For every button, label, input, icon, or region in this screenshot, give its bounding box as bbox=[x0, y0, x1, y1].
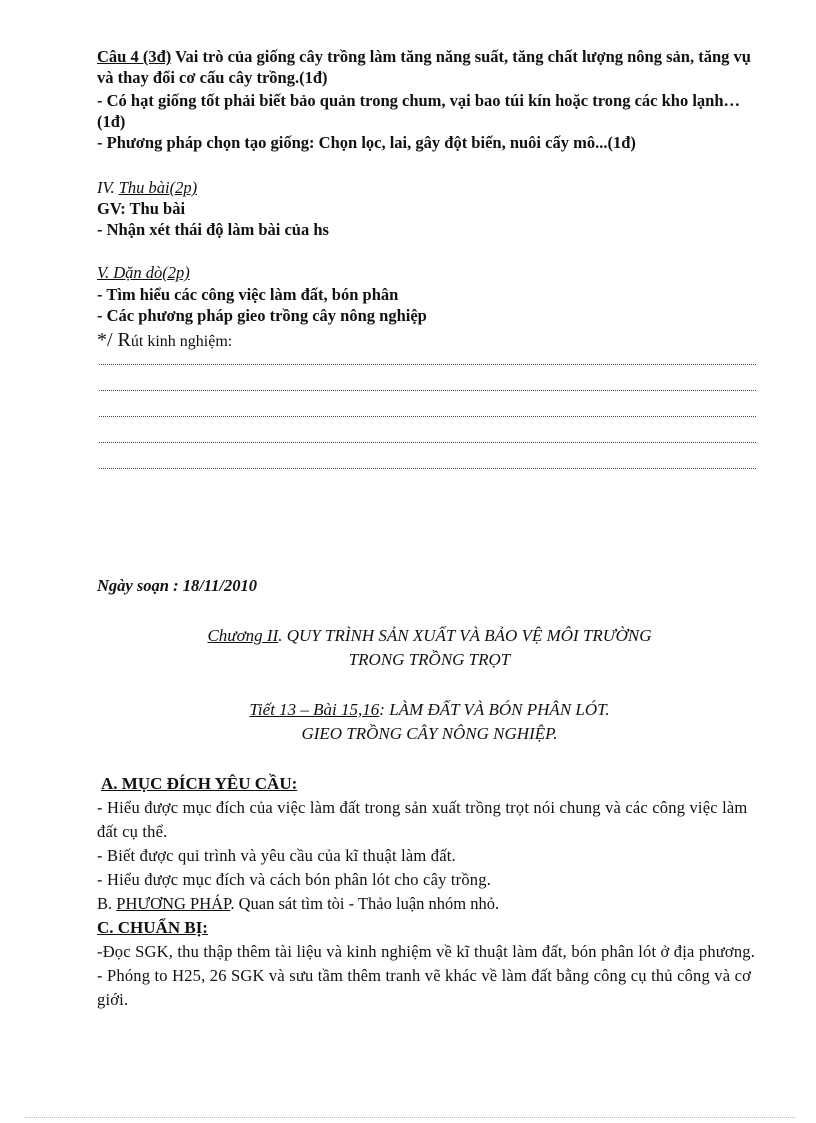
dotted-line bbox=[99, 364, 756, 365]
chapter-title-line2: TRONG TRỒNG TRỌT bbox=[348, 650, 511, 669]
lesson-label: Tiết 13 – Bài 15,16 bbox=[249, 700, 380, 719]
lesson-title-line1: : LÀM ĐẤT VÀ BÓN PHÂN LÓT. bbox=[379, 700, 610, 719]
rut-prefix: */ R bbox=[97, 329, 131, 351]
cau4-paragraph bbox=[97, 46, 762, 88]
section-a-heading: A. MỤC ĐÍCH YÊU CẦU: bbox=[101, 774, 298, 793]
section-b-text: . Quan sát tìm tòi - Thảo luận nhóm nhỏ. bbox=[230, 894, 500, 913]
section-c-heading: C. CHUẨN BỊ: bbox=[97, 918, 208, 937]
section-c bbox=[97, 916, 762, 1012]
dotted-line bbox=[99, 390, 756, 391]
chapter-label: Chương II bbox=[207, 626, 279, 645]
section-v-line1: - Tìm hiểu các công việc làm đất, bón phân bbox=[97, 285, 399, 304]
cau4-line2: - Có hạt giống tốt phải biết bảo quản trong chum, vại bao túi kín hoặc trong các kho lạnh… (1đ) bbox=[97, 91, 741, 131]
section-a bbox=[97, 772, 762, 892]
lesson-title bbox=[97, 698, 762, 746]
section-a-item: - Hiểu được mục đích của việc làm đất trong sản xuất trồng trọt nói chung và các công việc làm đất cụ thể. bbox=[97, 798, 748, 841]
section-v-label: V. Dặn dò(2p) bbox=[97, 263, 190, 282]
section-iv-label: Thu bài(2p) bbox=[118, 178, 198, 197]
section-v-heading bbox=[97, 262, 762, 283]
dotted-line bbox=[99, 442, 756, 443]
section-iv-gv: GV: Thu bài bbox=[97, 199, 186, 218]
section-c-item: -Đọc SGK, thu thập thêm tài liệu và kinh nghiệm về kĩ thuật làm đất, bón phân lót ở địa phương. bbox=[97, 942, 756, 961]
page-bottom-border bbox=[25, 1117, 795, 1118]
cau4-text: Vai trò của giống cây trồng làm tăng năng suất, tăng chất lượng nông sản, tăng vụ và thay đổi cơ cấu cây trồng.(1đ) bbox=[97, 47, 751, 87]
section-a-item: - Hiểu được mục đích và cách bón phân lót cho cây trồng. bbox=[97, 870, 492, 889]
section-a-item: - Biết được qui trình và yêu cầu của kĩ thuật làm đất. bbox=[97, 846, 456, 865]
rut-kinh-nghiem bbox=[97, 329, 762, 352]
section-c-item: - Phóng to H25, 26 SGK và sưu tầm thêm tranh vẽ khác về làm đất bằng công cụ thủ công và cơ giới. bbox=[97, 966, 752, 1009]
section-b-label: PHƯƠNG PHÁP bbox=[116, 894, 231, 913]
cau4-line3: - Phương pháp chọn tạo giống: Chọn lọc, lai, gây đột biến, nuôi cấy mô...(1đ) bbox=[97, 133, 636, 152]
dotted-line bbox=[99, 416, 756, 417]
rut-text: út kinh nghiệm: bbox=[130, 333, 233, 350]
section-b bbox=[97, 892, 762, 916]
section-iv-line1: - Nhận xét thái độ làm bài của hs bbox=[97, 220, 329, 239]
chapter-title bbox=[97, 624, 762, 672]
chapter-title-line1: . QUY TRÌNH SẢN XUẤT VÀ BẢO VỆ MÔI TRƯỜNG bbox=[278, 626, 652, 645]
section-iv-heading bbox=[97, 177, 762, 198]
section-v-line2: - Các phương pháp gieo trồng cây nông nghiệp bbox=[97, 306, 427, 325]
lesson-title-line2: GIEO TRỒNG CÂY NÔNG NGHIỆP. bbox=[301, 724, 558, 743]
section-b-letter: B. bbox=[97, 894, 117, 913]
section-iv-number: IV. bbox=[97, 178, 119, 197]
preparation-date: Ngày soạn : 18/11/2010 bbox=[97, 576, 257, 595]
dotted-line bbox=[99, 468, 756, 469]
cau4-label: Câu 4 (3đ) bbox=[97, 47, 172, 66]
